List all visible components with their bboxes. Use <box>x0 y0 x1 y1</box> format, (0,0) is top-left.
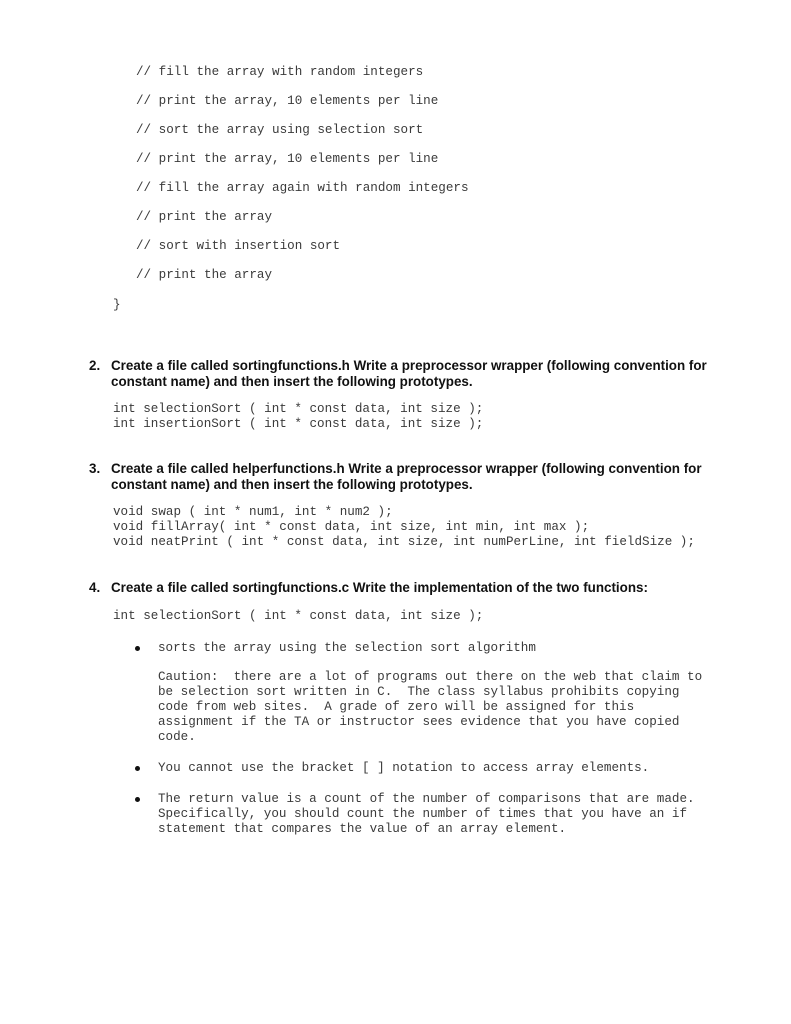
bullet-return-value-line-3: statement that compares the value of an array element. <box>158 822 567 836</box>
item-number-4: 4. <box>89 580 101 595</box>
bullet-dot <box>135 646 140 651</box>
code-comment-fill-again: // fill the array again with random integers <box>136 181 469 195</box>
caution-line-4: assignment if the TA or instructor sees evidence that you have copied <box>158 715 680 729</box>
code-comment-selection-sort: // sort the array using selection sort <box>136 123 424 137</box>
caution-line-2: be selection sort written in C. The class syllabus prohibits copying <box>158 685 680 699</box>
closing-brace: } <box>113 298 121 312</box>
prototype-neat-print: void neatPrint ( int * const data, int size, int numPerLine, int fieldSize ); <box>113 535 695 549</box>
item-number-3: 3. <box>89 461 101 476</box>
code-comment-print-array: // print the array <box>136 210 273 224</box>
code-comment-print-again: // print the array, 10 elements per line <box>136 152 439 166</box>
bullet-return-value-line-2: Specifically, you should count the number of times that you have an if <box>158 807 688 821</box>
bullet-bracket-notation-text: You cannot use the bracket [ ] notation to access array elements. <box>158 761 650 775</box>
prototype-selection-sort: int selectionSort ( int * const data, int size ); <box>113 402 484 416</box>
bullet-dot <box>135 766 140 771</box>
caution-line-1: Caution: there are a lot of programs out there on the web that claim to <box>158 670 703 684</box>
bullet-dot <box>135 797 140 802</box>
implementation-signature: int selectionSort ( int * const data, int size ); <box>113 609 484 623</box>
item-2-heading-line1: Create a file called sortingfunctions.h Write a preprocessor wrapper (following convention for <box>111 358 707 373</box>
caution-line-3: code from web sites. A grade of zero will be assigned for this <box>158 700 635 714</box>
code-comment-print: // print the array, 10 elements per line <box>136 94 439 108</box>
caution-line-5: code. <box>158 730 196 744</box>
prototype-swap: void swap ( int * num1, int * num2 ); <box>113 505 393 519</box>
item-4-heading-line1: Create a file called sortingfunctions.c Write the implementation of the two functions: <box>111 580 648 595</box>
item-2-heading-line2: constant name) and then insert the following prototypes. <box>111 374 473 389</box>
item-number-2: 2. <box>89 358 101 373</box>
code-comment-insertion-sort: // sort with insertion sort <box>136 239 341 253</box>
item-3-heading-line2: constant name) and then insert the following prototypes. <box>111 477 473 492</box>
code-comment-fill: // fill the array with random integers <box>136 65 424 79</box>
bullet-selection-sort-text: sorts the array using the selection sort algorithm <box>158 641 536 655</box>
code-comment-print-final: // print the array <box>136 268 273 282</box>
item-3-heading-line1: Create a file called helperfunctions.h Write a preprocessor wrapper (following convention for <box>111 461 702 476</box>
bullet-return-value-line-1: The return value is a count of the number of comparisons that are made. <box>158 792 695 806</box>
prototype-fill-array: void fillArray( int * const data, int size, int min, int max ); <box>113 520 590 534</box>
prototype-insertion-sort: int insertionSort ( int * const data, int size ); <box>113 417 484 431</box>
